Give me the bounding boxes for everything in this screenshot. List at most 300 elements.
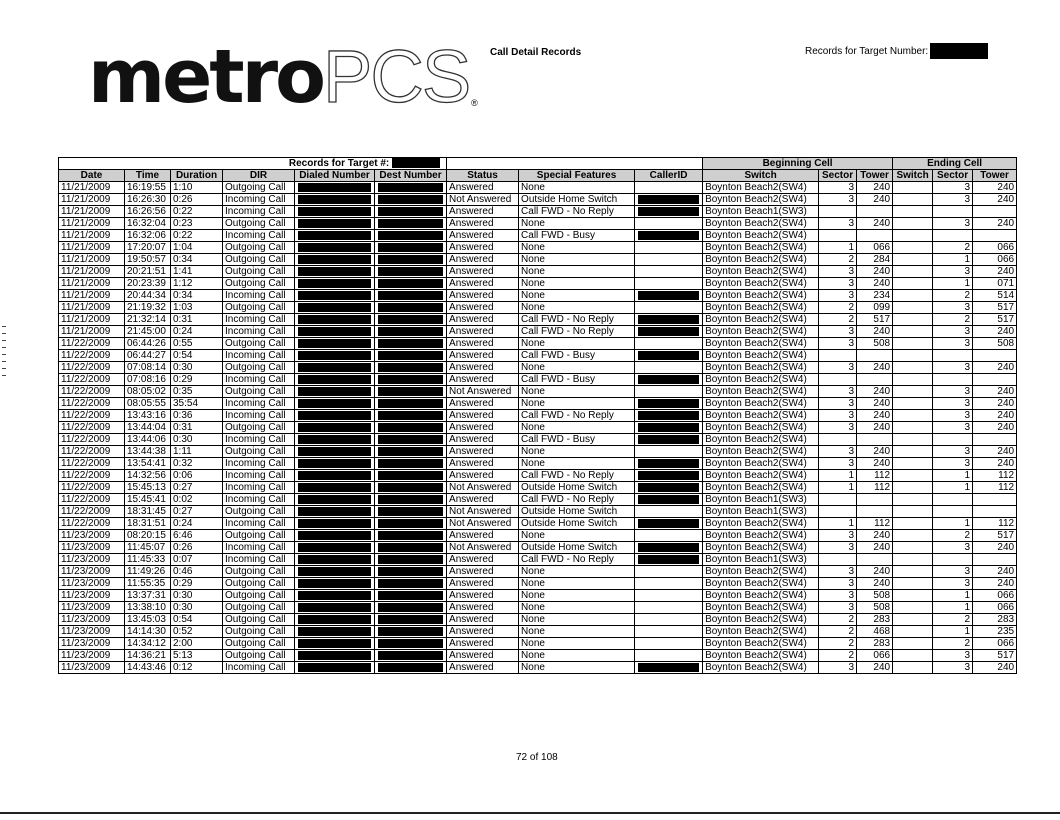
cell-callerid (635, 278, 703, 290)
cell-date: 11/22/2009 (59, 386, 125, 398)
cell-begin-sector: 3 (819, 458, 857, 470)
redaction-block (378, 315, 443, 324)
cell-status: Answered (447, 422, 519, 434)
target-number-text: Records for Target Number: (805, 45, 929, 57)
cell-status: Answered (447, 182, 519, 194)
col-date: Date (59, 170, 125, 182)
cell-callerid (635, 326, 703, 338)
table-row (59, 278, 1017, 290)
cell-callerid (635, 422, 703, 434)
cell-date: 11/23/2009 (59, 662, 125, 674)
cell-end-switch (893, 242, 933, 254)
cell-time: 17:20:07 (125, 242, 171, 254)
cell-dialed-number (295, 410, 375, 422)
cell-time: 11:45:07 (125, 542, 171, 554)
cell-dest-number (375, 614, 447, 626)
redaction-block (378, 375, 443, 384)
cell-end-switch (893, 614, 933, 626)
cell-time: 16:19:55 (125, 182, 171, 194)
cell-end-tower (973, 554, 1017, 566)
cell-callerid (635, 554, 703, 566)
cell-time: 21:32:14 (125, 314, 171, 326)
redaction-block (638, 663, 699, 672)
cell-special-features: Call FWD - No Reply (519, 470, 635, 482)
redaction-block (298, 615, 371, 624)
cell-begin-switch: Boynton Beach2(SW4) (703, 626, 819, 638)
cell-dest-number (375, 482, 447, 494)
cell-special-features: Call FWD - No Reply (519, 206, 635, 218)
cell-end-tower: 517 (973, 650, 1017, 662)
table-row (59, 434, 1017, 446)
cell-dialed-number (295, 230, 375, 242)
table-row (59, 650, 1017, 662)
cell-begin-switch: Boynton Beach2(SW4) (703, 518, 819, 530)
redaction-block (378, 471, 443, 480)
table-row (59, 506, 1017, 518)
cell-begin-sector (819, 506, 857, 518)
cell-dialed-number (295, 290, 375, 302)
cell-dialed-number (295, 638, 375, 650)
cell-end-switch (893, 362, 933, 374)
table-row (59, 218, 1017, 230)
cell-callerid (635, 410, 703, 422)
table-row (59, 242, 1017, 254)
cell-end-tower: 066 (973, 242, 1017, 254)
cell-begin-tower: 240 (857, 386, 893, 398)
cell-status: Not Answered (447, 482, 519, 494)
cell-status: Answered (447, 470, 519, 482)
cell-date: 11/23/2009 (59, 602, 125, 614)
redaction-block (298, 459, 371, 468)
cell-callerid (635, 590, 703, 602)
cell-special-features: None (519, 362, 635, 374)
cell-end-switch (893, 326, 933, 338)
cell-end-switch (893, 590, 933, 602)
redaction-block (298, 303, 371, 312)
scan-bottom-edge (0, 812, 1060, 814)
cell-time: 11:45:33 (125, 554, 171, 566)
cell-dialed-number (295, 362, 375, 374)
redaction-block (638, 519, 699, 528)
cell-end-switch (893, 566, 933, 578)
redaction-block (378, 663, 443, 672)
table-row (59, 326, 1017, 338)
cell-end-sector: 3 (933, 578, 973, 590)
cell-begin-sector: 3 (819, 602, 857, 614)
redaction-block (638, 435, 699, 444)
table-row (59, 194, 1017, 206)
redaction-block (378, 531, 443, 540)
cell-dir: Incoming Call (223, 290, 295, 302)
cell-dialed-number (295, 530, 375, 542)
cell-dest-number (375, 314, 447, 326)
cell-dialed-number (295, 374, 375, 386)
cell-special-features: None (519, 590, 635, 602)
table-row (59, 266, 1017, 278)
cell-date: 11/22/2009 (59, 446, 125, 458)
table-row (59, 338, 1017, 350)
cell-end-switch (893, 518, 933, 530)
cell-date: 11/21/2009 (59, 266, 125, 278)
table-row (59, 590, 1017, 602)
cell-duration: 0:35 (171, 386, 223, 398)
cell-dialed-number (295, 626, 375, 638)
redaction-block (298, 243, 371, 252)
page-number: 72 of 108 (516, 752, 558, 763)
cell-time: 16:32:04 (125, 218, 171, 230)
cell-begin-sector: 3 (819, 326, 857, 338)
cell-time: 16:26:30 (125, 194, 171, 206)
cell-begin-switch: Boynton Beach2(SW4) (703, 266, 819, 278)
cell-dest-number (375, 662, 447, 674)
cell-dir: Incoming Call (223, 230, 295, 242)
cell-begin-switch: Boynton Beach2(SW4) (703, 290, 819, 302)
cell-date: 11/22/2009 (59, 362, 125, 374)
redaction-block (298, 219, 371, 228)
cell-dialed-number (295, 218, 375, 230)
cell-end-switch (893, 434, 933, 446)
cell-dir: Incoming Call (223, 542, 295, 554)
cell-date: 11/22/2009 (59, 374, 125, 386)
redaction-block (298, 507, 371, 516)
cell-begin-switch: Boynton Beach2(SW4) (703, 314, 819, 326)
cell-begin-switch: Boynton Beach2(SW4) (703, 662, 819, 674)
cell-duration: 1:04 (171, 242, 223, 254)
cell-status: Answered (447, 338, 519, 350)
redaction-block (378, 495, 443, 504)
cell-begin-sector: 2 (819, 314, 857, 326)
cell-dir: Outgoing Call (223, 650, 295, 662)
redaction-block (298, 291, 371, 300)
redaction-block (378, 627, 443, 636)
cell-dest-number (375, 506, 447, 518)
redaction-block (298, 651, 371, 660)
cell-status: Answered (447, 554, 519, 566)
table-row (59, 494, 1017, 506)
cell-time: 07:08:16 (125, 374, 171, 386)
cell-special-features: None (519, 446, 635, 458)
cell-callerid (635, 362, 703, 374)
redaction-block (638, 315, 699, 324)
cell-date: 11/22/2009 (59, 458, 125, 470)
cell-end-tower (973, 230, 1017, 242)
cell-date: 11/22/2009 (59, 482, 125, 494)
cell-begin-tower: 283 (857, 614, 893, 626)
redaction-block (298, 627, 371, 636)
cell-time: 13:37:31 (125, 590, 171, 602)
table-row (59, 482, 1017, 494)
cell-status: Answered (447, 374, 519, 386)
cell-end-tower: 240 (973, 446, 1017, 458)
cell-callerid (635, 182, 703, 194)
cell-dir: Outgoing Call (223, 506, 295, 518)
cell-begin-sector (819, 206, 857, 218)
col-dest-number: Dest Number (375, 170, 447, 182)
cell-callerid (635, 434, 703, 446)
cell-end-sector: 3 (933, 650, 973, 662)
cell-begin-sector (819, 434, 857, 446)
cell-dest-number (375, 326, 447, 338)
redaction-block (392, 158, 440, 168)
cell-dest-number (375, 254, 447, 266)
cell-status: Answered (447, 530, 519, 542)
cell-special-features: None (519, 566, 635, 578)
cell-dest-number (375, 266, 447, 278)
cell-begin-tower: 240 (857, 362, 893, 374)
cell-begin-sector: 3 (819, 662, 857, 674)
cell-end-switch (893, 494, 933, 506)
col-end-switch: Switch (893, 170, 933, 182)
cell-special-features: Outside Home Switch (519, 506, 635, 518)
redaction-block (298, 195, 371, 204)
cell-begin-sector: 1 (819, 242, 857, 254)
table-row (59, 362, 1017, 374)
cell-dest-number (375, 494, 447, 506)
cell-end-switch (893, 470, 933, 482)
redaction-block (378, 543, 443, 552)
cell-date: 11/21/2009 (59, 314, 125, 326)
redaction-block (298, 207, 371, 216)
redaction-block (298, 603, 371, 612)
cell-begin-switch: Boynton Beach2(SW4) (703, 410, 819, 422)
target-number-label (805, 43, 988, 59)
cell-begin-tower (857, 554, 893, 566)
cell-status: Answered (447, 650, 519, 662)
cell-dest-number (375, 290, 447, 302)
cell-end-sector: 3 (933, 398, 973, 410)
redaction-block (378, 207, 443, 216)
cell-dest-number (375, 374, 447, 386)
cell-dest-number (375, 362, 447, 374)
cell-status: Answered (447, 266, 519, 278)
cell-date: 11/22/2009 (59, 350, 125, 362)
cell-special-features: Outside Home Switch (519, 542, 635, 554)
cell-dest-number (375, 542, 447, 554)
cell-duration: 0:22 (171, 230, 223, 242)
cell-begin-sector: 3 (819, 194, 857, 206)
col-dialed-number: Dialed Number (295, 170, 375, 182)
call-detail-table (58, 157, 1017, 674)
cell-time: 20:21:51 (125, 266, 171, 278)
group-header-row (59, 158, 1017, 170)
cell-dir: Outgoing Call (223, 590, 295, 602)
cell-time: 13:43:16 (125, 410, 171, 422)
cell-end-tower (973, 206, 1017, 218)
cell-end-sector: 3 (933, 362, 973, 374)
table-row (59, 446, 1017, 458)
cell-end-sector: 1 (933, 626, 973, 638)
table-row (59, 302, 1017, 314)
cell-callerid (635, 602, 703, 614)
cell-dialed-number (295, 482, 375, 494)
cell-begin-tower: 112 (857, 470, 893, 482)
cell-special-features: Call FWD - No Reply (519, 326, 635, 338)
cell-date: 11/23/2009 (59, 530, 125, 542)
cell-status: Answered (447, 230, 519, 242)
cell-end-switch (893, 482, 933, 494)
cell-special-features: None (519, 266, 635, 278)
cell-date: 11/22/2009 (59, 518, 125, 530)
cell-begin-tower: 066 (857, 242, 893, 254)
cell-time: 16:32:06 (125, 230, 171, 242)
redaction-block (298, 435, 371, 444)
cell-end-tower: 071 (973, 278, 1017, 290)
cell-end-sector: 1 (933, 482, 973, 494)
cell-date: 11/22/2009 (59, 398, 125, 410)
cell-end-sector (933, 374, 973, 386)
cell-status: Answered (447, 494, 519, 506)
cell-end-tower: 235 (973, 626, 1017, 638)
table-row (59, 398, 1017, 410)
cell-callerid (635, 614, 703, 626)
cell-special-features: None (519, 458, 635, 470)
cell-end-tower (973, 374, 1017, 386)
redaction-block (378, 195, 443, 204)
cell-date: 11/21/2009 (59, 302, 125, 314)
redaction-block (378, 339, 443, 348)
cell-end-tower (973, 494, 1017, 506)
cell-callerid (635, 650, 703, 662)
redaction-block (378, 279, 443, 288)
redaction-block (298, 471, 371, 480)
cell-status: Answered (447, 326, 519, 338)
cell-duration: 5:13 (171, 650, 223, 662)
cell-dialed-number (295, 398, 375, 410)
cell-end-tower: 240 (973, 578, 1017, 590)
cell-dest-number (375, 206, 447, 218)
cell-status: Answered (447, 662, 519, 674)
cell-dialed-number (295, 446, 375, 458)
cell-begin-sector: 3 (819, 566, 857, 578)
cell-begin-sector: 3 (819, 398, 857, 410)
cell-begin-tower: 283 (857, 638, 893, 650)
cell-callerid (635, 542, 703, 554)
cell-dir: Outgoing Call (223, 446, 295, 458)
cell-duration: 0:34 (171, 254, 223, 266)
redaction-block (378, 639, 443, 648)
cell-dest-number (375, 338, 447, 350)
table-row (59, 614, 1017, 626)
cell-begin-switch: Boynton Beach2(SW4) (703, 182, 819, 194)
cell-end-sector: 1 (933, 470, 973, 482)
cell-date: 11/21/2009 (59, 194, 125, 206)
cell-date: 11/21/2009 (59, 254, 125, 266)
cell-begin-tower: 240 (857, 458, 893, 470)
cell-special-features: None (519, 614, 635, 626)
cell-status: Answered (447, 218, 519, 230)
cell-begin-sector: 3 (819, 278, 857, 290)
cell-time: 21:45:00 (125, 326, 171, 338)
cell-dialed-number (295, 614, 375, 626)
logo-text-metro: metro (88, 34, 324, 120)
cell-end-switch (893, 218, 933, 230)
cell-end-tower: 240 (973, 362, 1017, 374)
cell-begin-switch: Boynton Beach2(SW4) (703, 242, 819, 254)
cell-special-features: None (519, 182, 635, 194)
cell-dir: Outgoing Call (223, 614, 295, 626)
cell-date: 11/21/2009 (59, 182, 125, 194)
cell-duration: 6:46 (171, 530, 223, 542)
cell-callerid (635, 530, 703, 542)
redaction-block (378, 615, 443, 624)
cell-duration: 1:11 (171, 446, 223, 458)
cell-end-sector: 1 (933, 518, 973, 530)
col-time: Time (125, 170, 171, 182)
cell-begin-tower: 240 (857, 446, 893, 458)
cell-begin-switch: Boynton Beach2(SW4) (703, 194, 819, 206)
redaction-block (298, 351, 371, 360)
redaction-block (298, 663, 371, 672)
redaction-block (638, 483, 699, 492)
cell-dir: Outgoing Call (223, 266, 295, 278)
cell-dir: Incoming Call (223, 326, 295, 338)
cell-begin-switch: Boynton Beach2(SW4) (703, 422, 819, 434)
cell-end-tower: 240 (973, 218, 1017, 230)
cell-begin-tower: 240 (857, 530, 893, 542)
cell-begin-sector (819, 230, 857, 242)
cell-duration: 1:12 (171, 278, 223, 290)
cell-end-switch (893, 350, 933, 362)
cell-date: 11/23/2009 (59, 554, 125, 566)
redaction-block (638, 351, 699, 360)
cell-begin-tower: 099 (857, 302, 893, 314)
cell-end-tower: 066 (973, 638, 1017, 650)
cell-callerid (635, 626, 703, 638)
cell-begin-switch: Boynton Beach2(SW4) (703, 350, 819, 362)
cell-callerid (635, 254, 703, 266)
cell-end-tower: 508 (973, 338, 1017, 350)
cell-special-features: None (519, 578, 635, 590)
cell-end-sector: 1 (933, 602, 973, 614)
cell-dest-number (375, 446, 447, 458)
cell-end-sector (933, 206, 973, 218)
cell-dialed-number (295, 662, 375, 674)
cell-duration: 1:03 (171, 302, 223, 314)
cell-begin-sector (819, 494, 857, 506)
cell-begin-switch: Boynton Beach2(SW4) (703, 590, 819, 602)
col-end-tower: Tower (973, 170, 1017, 182)
cell-dir: Outgoing Call (223, 302, 295, 314)
cell-begin-sector: 3 (819, 182, 857, 194)
redaction-block (298, 267, 371, 276)
cell-time: 14:43:46 (125, 662, 171, 674)
cell-begin-sector: 2 (819, 614, 857, 626)
cell-begin-sector: 2 (819, 302, 857, 314)
cell-begin-sector (819, 350, 857, 362)
cell-duration: 0:54 (171, 350, 223, 362)
cell-begin-tower: 508 (857, 602, 893, 614)
cell-callerid (635, 566, 703, 578)
cell-status: Not Answered (447, 386, 519, 398)
cell-end-tower: 240 (973, 542, 1017, 554)
cell-end-switch (893, 506, 933, 518)
redaction-block (378, 519, 443, 528)
cell-duration: 0:30 (171, 362, 223, 374)
redaction-block (378, 459, 443, 468)
cell-time: 14:14:30 (125, 626, 171, 638)
cell-duration: 0:26 (171, 542, 223, 554)
cell-date: 11/21/2009 (59, 230, 125, 242)
cell-end-sector: 1 (933, 590, 973, 602)
cell-begin-sector: 3 (819, 590, 857, 602)
cell-dir: Incoming Call (223, 494, 295, 506)
cell-duration: 0:32 (171, 458, 223, 470)
cell-dest-number (375, 218, 447, 230)
cell-time: 07:08:14 (125, 362, 171, 374)
redaction-block (638, 471, 699, 480)
table-row (59, 350, 1017, 362)
redaction-block (298, 543, 371, 552)
